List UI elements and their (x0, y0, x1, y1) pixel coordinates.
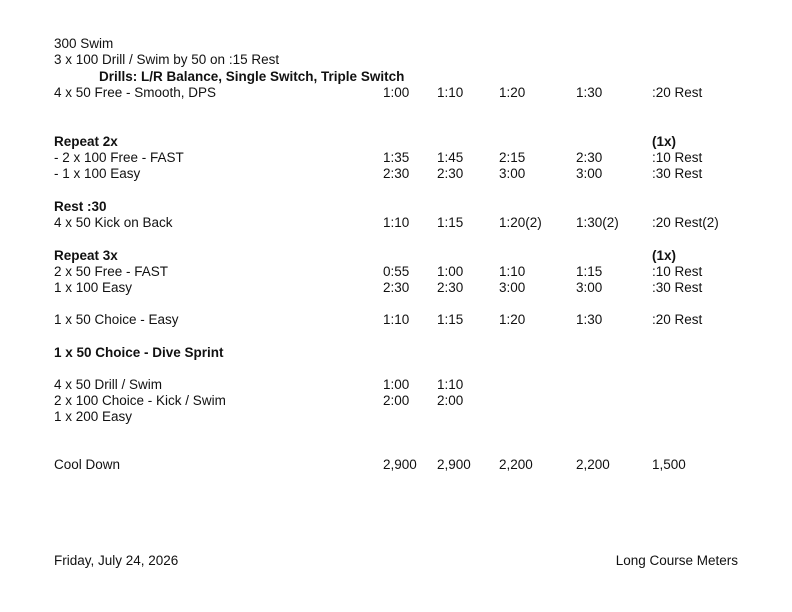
workout-line-easy-100 (0, 166, 792, 182)
workout-line-warmup (0, 36, 792, 52)
interval-col-1: 1:10 (383, 215, 410, 230)
line-label: Repeat 3x (54, 248, 118, 263)
interval-col-4: 3:00 (576, 280, 603, 295)
line-label: - 1 x 100 Easy (54, 166, 141, 181)
line-label: Cool Down (54, 457, 121, 472)
line-label: 1 x 200 Easy (54, 409, 133, 424)
interval-col-3: 2:15 (499, 150, 526, 165)
interval-col-5: :10 Rest (652, 150, 703, 165)
workout-line-repeat-2x (0, 134, 792, 150)
interval-col-1: 1:35 (383, 150, 410, 165)
total-col-2: 2,900 (437, 457, 471, 472)
interval-col-3: 1:20 (499, 312, 526, 327)
page-footer (0, 553, 792, 569)
workout-line-kick-back (0, 215, 792, 231)
line-label: 2 x 50 Free - FAST (54, 264, 169, 279)
total-col-3: 2,200 (499, 457, 533, 472)
total-col-4: 2,200 (576, 457, 610, 472)
interval-col-2: 2:30 (437, 280, 464, 295)
line-label: Drills: L/R Balance, Single Switch, Triple Switch (99, 69, 405, 84)
total-col-5: 1,500 (652, 457, 686, 472)
interval-col-1: 1:00 (383, 377, 410, 392)
interval-col-5: :20 Rest (652, 312, 703, 327)
workout-line-drills-note (0, 69, 792, 85)
interval-col-4: 3:00 (576, 166, 603, 181)
interval-col-2: 1:10 (437, 85, 464, 100)
interval-col-5: :30 Rest (652, 280, 703, 295)
line-label: Repeat 2x (54, 134, 118, 149)
interval-col-1: 2:00 (383, 393, 410, 408)
interval-col-5: (1x) (652, 134, 677, 149)
interval-col-1: 2:30 (383, 166, 410, 181)
line-label: 4 x 50 Drill / Swim (54, 377, 163, 392)
interval-col-2: 1:00 (437, 264, 464, 279)
interval-col-3: 1:10 (499, 264, 526, 279)
workout-line-dive-sprint (0, 345, 792, 361)
interval-col-3: 3:00 (499, 280, 526, 295)
interval-col-5: :10 Rest (652, 264, 703, 279)
line-label: 2 x 100 Choice - Kick / Swim (54, 393, 226, 408)
line-label: 4 x 50 Kick on Back (54, 215, 173, 230)
line-label: - 2 x 100 Free - FAST (54, 150, 184, 165)
interval-col-1: 0:55 (383, 264, 410, 279)
interval-col-5: :20 Rest(2) (652, 215, 719, 230)
workout-line-drill-swim (0, 52, 792, 68)
interval-col-2: 1:45 (437, 150, 464, 165)
line-label: 1 x 100 Easy (54, 280, 133, 295)
footer-date: Friday, July 24, 2026 (54, 553, 179, 568)
interval-col-2: 1:15 (437, 215, 464, 230)
line-label: Rest :30 (54, 199, 107, 214)
interval-col-4: 2:30 (576, 150, 603, 165)
workout-line-rest (0, 199, 792, 215)
interval-col-5: :20 Rest (652, 85, 703, 100)
total-col-1: 2,900 (383, 457, 417, 472)
interval-col-3: 1:20(2) (499, 215, 542, 230)
workout-line-free-fast-50 (0, 264, 792, 280)
interval-col-5: (1x) (652, 248, 677, 263)
interval-col-3: 1:20 (499, 85, 526, 100)
workout-line-drill-swim-50 (0, 377, 792, 393)
workout-line-easy-100-b (0, 280, 792, 296)
workout-line-cool-down (0, 457, 792, 473)
line-label: 3 x 100 Drill / Swim by 50 on :15 Rest (54, 52, 280, 67)
line-label: 300 Swim (54, 36, 114, 51)
interval-col-3: 3:00 (499, 166, 526, 181)
workout-line-choice-easy (0, 312, 792, 328)
interval-col-4: 1:30(2) (576, 215, 619, 230)
workout-line-easy-200 (0, 409, 792, 425)
workout-line-free-smooth (0, 85, 792, 101)
line-label: 1 x 50 Choice - Dive Sprint (54, 345, 224, 360)
interval-col-4: 1:15 (576, 264, 603, 279)
interval-col-2: 2:00 (437, 393, 464, 408)
workout-line-repeat-3x (0, 248, 792, 264)
interval-col-4: 1:30 (576, 85, 603, 100)
interval-col-1: 2:30 (383, 280, 410, 295)
interval-col-2: 2:30 (437, 166, 464, 181)
line-label: 1 x 50 Choice - Easy (54, 312, 179, 327)
workout-line-free-fast (0, 150, 792, 166)
interval-col-1: 1:00 (383, 85, 410, 100)
interval-col-4: 1:30 (576, 312, 603, 327)
interval-col-2: 1:15 (437, 312, 464, 327)
interval-col-1: 1:10 (383, 312, 410, 327)
line-label: 4 x 50 Free - Smooth, DPS (54, 85, 217, 100)
workout-line-choice-kick-swim (0, 393, 792, 409)
interval-col-5: :30 Rest (652, 166, 703, 181)
interval-col-2: 1:10 (437, 377, 464, 392)
footer-course: Long Course Meters (615, 553, 738, 568)
